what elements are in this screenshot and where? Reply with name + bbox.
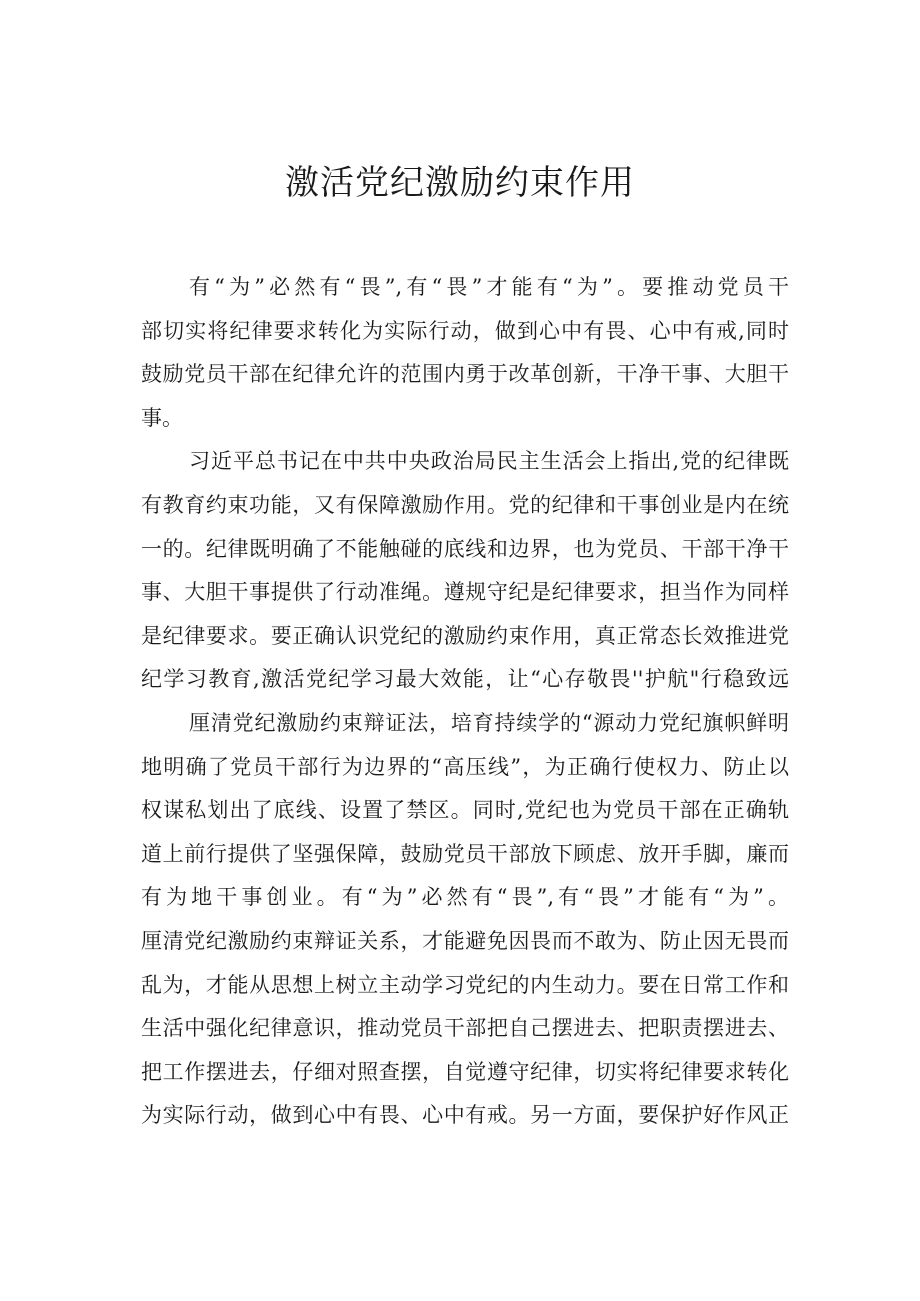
paragraph-line: 是纪律要求。要正确认识党纪的激励约束作用，真正常态长效推进党 <box>141 623 789 648</box>
paragraph-line: 事。 <box>141 405 183 430</box>
paragraph-line: 把工作摆进去，仔细对照查摆，自觉遵守纪律，切实将纪律要求转化 <box>141 1059 789 1084</box>
paragraph-line: 部切实将纪律要求转化为实际行动，做到心中有畏、心中有戒,同时 <box>141 318 789 343</box>
paragraph-line: 鼓励党员干部在纪律允许的范围内勇于改革创新，干净干事、大胆干 <box>141 362 789 387</box>
paragraph-line: 一的。纪律既明确了不能触碰的底线和边界，也为党员、干部干净干 <box>141 536 789 561</box>
paragraph-line: 生活中强化纪律意识，推动党员干部把自己摆进去、把职责摆进去、 <box>141 1016 789 1041</box>
paragraph-line: 事、大胆干事提供了行动准绳。遵规守纪是纪律要求，担当作为同样 <box>141 580 789 605</box>
paragraph-line: 有为地干事创业。有“为”必然有“畏”,有“畏”才能有“为”。 <box>141 885 789 910</box>
paragraph-line: 习近平总书记在中共中央政治局民主生活会上指出,党的纪律既 <box>189 449 789 474</box>
paragraph-line: 有教育约束功能，又有保障激励作用。党的纪律和干事创业是内在统 <box>141 492 789 517</box>
paragraph-line: 纪学习教育,激活党纪学习最大效能，让“心存敬畏''护航"行稳致远 <box>141 667 789 692</box>
paragraph-2 <box>141 440 789 702</box>
paragraph-line: 为实际行动，做到心中有畏、心中有戒。另一方面，要保护好作风正 <box>141 1103 789 1128</box>
paragraph-line: 有“为”必然有“畏”,有“畏”才能有“为”。要推动党员干 <box>189 275 789 299</box>
paragraph-1 <box>141 266 789 440</box>
document-title: 激活党纪激励约束作用 <box>285 163 635 203</box>
paragraph-line: 权谋私划出了底线、设置了禁区。同时,党纪也为党员干部在正确轨 <box>141 798 789 823</box>
paragraph-line: 厘清党纪激励约束辩证法，培育持续学的“源动力党纪旗帜鲜明 <box>189 710 789 735</box>
paragraph-3 <box>141 702 789 1138</box>
paragraph-line: 厘清党纪激励约束辩证关系，才能避免因畏而不敢为、防止因无畏而 <box>141 928 789 953</box>
paragraph-line: 地明确了党员干部行为边界的“高压线”，为正确行使权力、防止以 <box>141 754 789 779</box>
paragraph-line: 乱为，才能从思想上树立主动学习党纪的内生动力。要在日常工作和 <box>141 972 789 997</box>
paragraph-line: 道上前行提供了坚强保障，鼓励党员干部放下顾虑、放开手脚，廉而 <box>141 841 789 866</box>
document-body <box>141 266 789 1138</box>
